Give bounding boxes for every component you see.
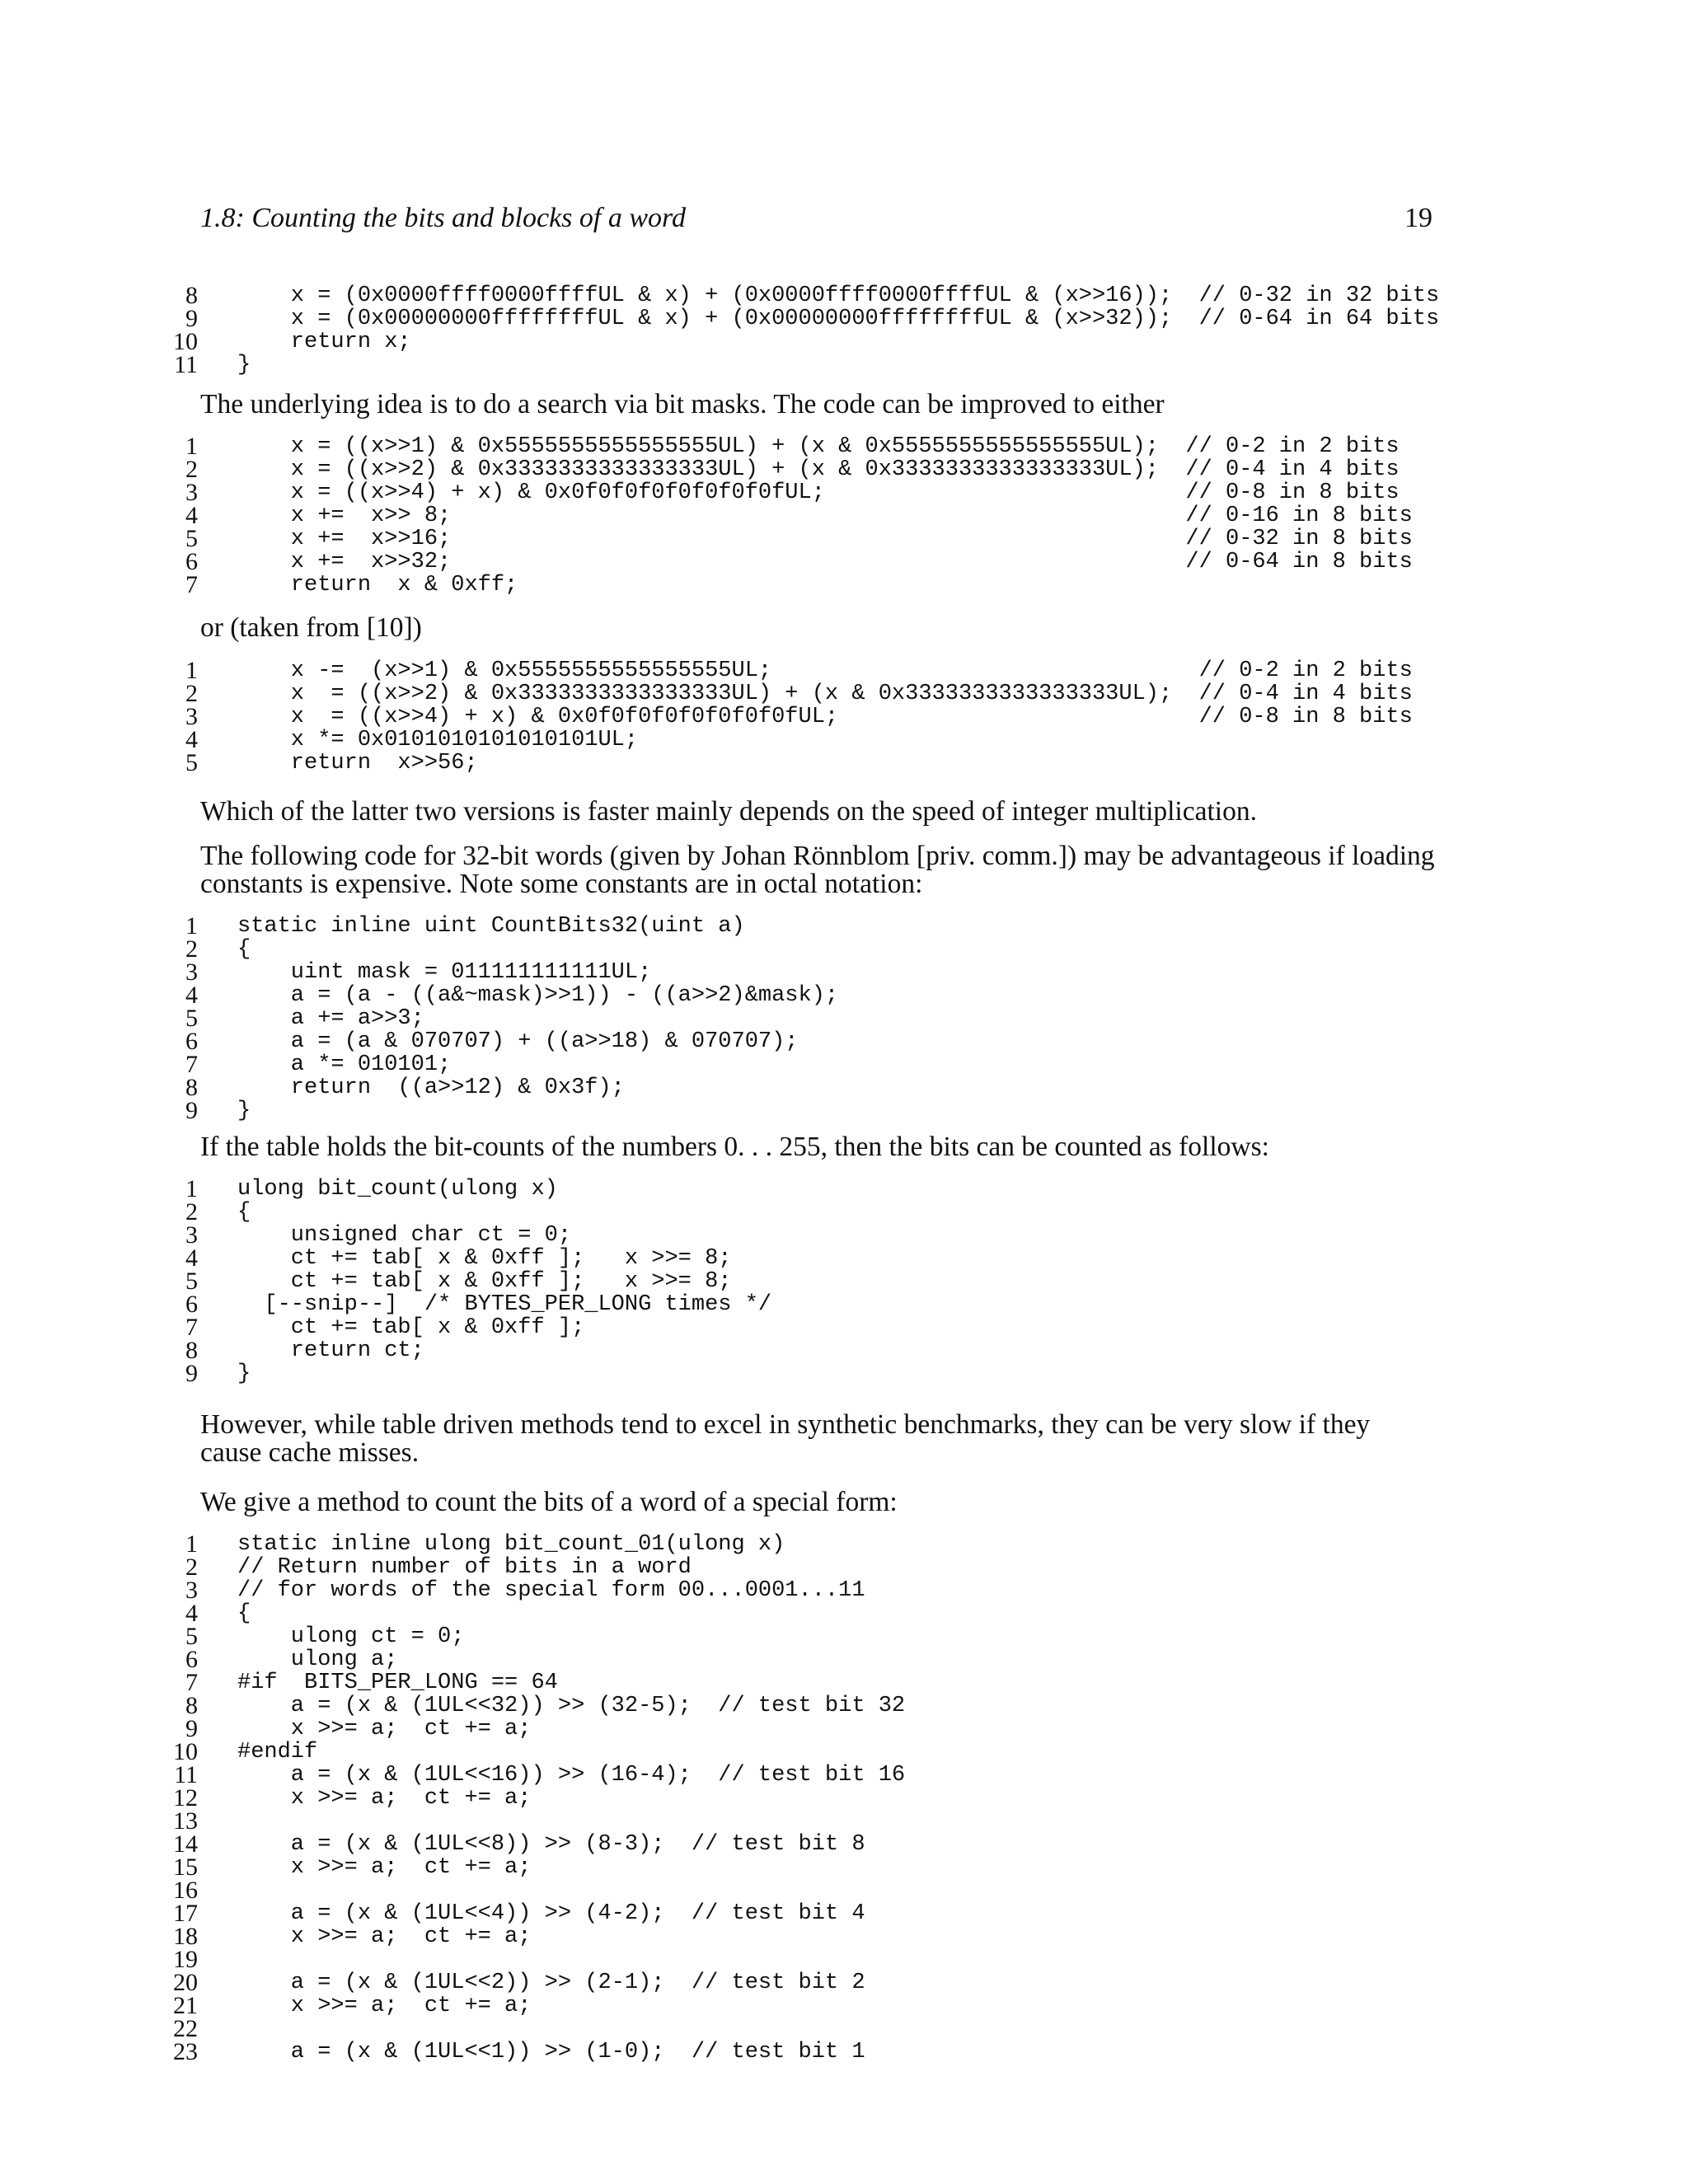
line-number: 8: [185, 1337, 198, 1364]
code-text: x += x>> 8; // 0-16 in 8 bits: [237, 504, 1413, 528]
code-line: [165, 935, 251, 963]
code-text: x += x>>16; // 0-32 in 8 bits: [237, 527, 1413, 551]
code-line: [165, 571, 518, 598]
code-text: a = (x & (1UL<<8)) >> (8-3); // test bit 8: [237, 1832, 865, 1857]
code-text: // Return number of bits in a word: [237, 1555, 692, 1580]
line-number: 4: [185, 726, 198, 753]
code-line: [165, 1221, 572, 1249]
line-number: 14: [173, 1830, 198, 1858]
code-line: [165, 456, 1400, 483]
code-line: [165, 2015, 198, 2042]
code-line: [165, 982, 839, 1009]
code-text: a = (a - ((a&~mask)>>1)) - ((a>>2)&mask);: [237, 983, 839, 1008]
line-number: 17: [173, 1900, 198, 1927]
code-line: [165, 703, 1413, 730]
code-text: x >>= a; ct += a;: [237, 1994, 532, 2018]
line-number: 19: [173, 1946, 198, 1973]
code-line: [165, 305, 1440, 332]
code-line: [165, 1923, 532, 1950]
code-text: {: [237, 937, 251, 962]
code-line: [165, 1948, 198, 1971]
code-text: #endif: [237, 1740, 318, 1765]
code-text: uint mask = 011111111111UL;: [237, 960, 652, 985]
code-text: a = (x & (1UL<<4)) >> (4-2); // test bit 4: [237, 1901, 865, 1926]
line-number: 2: [185, 456, 198, 483]
code-block-bit-count: [165, 1175, 772, 1387]
code-text: x >>= a; ct += a;: [237, 1855, 532, 1880]
code-line: [165, 1554, 692, 1581]
code-line: [165, 1692, 906, 1719]
code-line: [165, 479, 1400, 506]
line-number: 11: [174, 1761, 198, 1788]
line-number: 8: [185, 282, 198, 309]
line-number: 8: [185, 1692, 198, 1719]
code-text: static inline uint CountBits32(uint a): [237, 914, 745, 939]
line-number: 1: [185, 657, 198, 684]
line-number: 20: [173, 1969, 198, 1996]
code-line: [165, 525, 1413, 552]
code-text: x >>= a; ct += a;: [237, 1717, 532, 1741]
line-number: 18: [173, 1923, 198, 1950]
code-text: static inline ulong bit_count_01(ulong x): [237, 1532, 785, 1557]
code-text: }: [237, 353, 251, 377]
line-number: 9: [185, 305, 198, 332]
code-text: {: [237, 1601, 251, 1626]
code-line: [165, 1761, 906, 1788]
code-text: x = ((x>>4) + x) & 0x0f0f0f0f0f0f0f0fUL; // 0-8 in 8 bits: [237, 705, 1413, 729]
code-text: ulong ct = 0;: [237, 1624, 465, 1649]
line-number: 10: [173, 328, 198, 355]
code-line: [165, 1314, 585, 1341]
code-text: return x>>56;: [237, 751, 478, 776]
code-line: [165, 433, 1400, 460]
line-number: 2: [185, 1198, 198, 1226]
code-text: a = (a & 070707) + ((a>>18) & 070707);: [237, 1029, 799, 1054]
line-number: 7: [185, 1669, 198, 1696]
code-text: return ((a>>12) & 0x3f);: [237, 1076, 625, 1100]
code-text: x = (0x00000000ffffffffUL & x) + (0x00000000ffffffffUL & (x>>32)); // 0-64 in 64 bits: [237, 307, 1440, 331]
code-text: x -= (x>>1) & 0x5555555555555555UL; // 0-2 in 2 bits: [237, 658, 1413, 683]
section-title: 1.8: Counting the bits and blocks of a word: [200, 203, 687, 233]
line-number: 5: [185, 749, 198, 776]
code-text: x = ((x>>4) + x) & 0x0f0f0f0f0f0f0f0fUL; // 0-8 in 8 bits: [237, 480, 1400, 505]
line-number: 2: [185, 935, 198, 963]
code-block-1: [165, 282, 1440, 378]
code-text: a *= 010101;: [237, 1052, 452, 1077]
paragraph-table-driven-methods: However, while table driven methods tend to excel in synthetic benchmarks, they can be very slow if they cause cache misses.: [200, 1409, 1371, 1468]
code-line: [165, 1268, 732, 1295]
code-block-2: [165, 433, 1413, 598]
code-text: a = (x & (1UL<<16)) >> (16-4); // test bit 16: [237, 1763, 906, 1788]
code-text: x = ((x>>2) & 0x3333333333333333UL) + (x & 0x3333333333333333UL); // 0-4 in 4 bits: [237, 682, 1413, 706]
line-number: 9: [185, 1715, 198, 1742]
code-text: // for words of the special form 00...0001...11: [237, 1578, 865, 1603]
code-text: ct += tab[ x & 0xff ];: [237, 1315, 585, 1340]
paragraph-latter-two-versions: Which of the latter two versions is faster mainly depends on the speed of integer multiplication.: [200, 796, 1257, 827]
line-number: 3: [185, 1577, 198, 1604]
code-line: [165, 502, 1413, 529]
code-line: [165, 912, 745, 940]
code-line: [165, 282, 1440, 309]
line-number: 6: [185, 1646, 198, 1673]
code-line: [165, 1337, 424, 1364]
line-number: 11: [174, 351, 198, 378]
line-number: 4: [185, 982, 198, 1009]
code-text: ulong bit_count(ulong x): [237, 1177, 558, 1202]
code-line: [165, 1577, 865, 1604]
code-text: return x & 0xff;: [237, 573, 518, 598]
code-line: [165, 1623, 465, 1650]
line-number: 16: [173, 1877, 198, 1904]
code-line: [165, 351, 251, 378]
code-text: }: [237, 1361, 251, 1386]
line-number: 22: [173, 2015, 198, 2042]
code-line: [165, 548, 1413, 575]
code-line: [165, 1807, 198, 1835]
code-block-countbits32: [165, 912, 839, 1124]
line-number: 8: [185, 1074, 198, 1101]
line-number: 6: [185, 548, 198, 575]
line-number: 23: [173, 2038, 198, 2065]
code-line: [165, 1646, 398, 1673]
code-line: [165, 1097, 251, 1124]
code-text: unsigned char ct = 0;: [237, 1223, 572, 1248]
line-number: 3: [185, 479, 198, 506]
code-text: [--snip--] /* BYTES_PER_LONG times */: [237, 1292, 772, 1317]
line-number: 5: [185, 1268, 198, 1295]
code-text: x += x>>32; // 0-64 in 8 bits: [237, 550, 1413, 574]
code-line: [165, 1530, 785, 1558]
line-number: 6: [185, 1028, 198, 1055]
code-text: x = ((x>>2) & 0x3333333333333333UL) + (x & 0x3333333333333333UL); // 0-4 in 4 bits: [237, 457, 1400, 482]
line-number: 5: [185, 1005, 198, 1032]
code-line: [165, 1879, 198, 1902]
code-text: ct += tab[ x & 0xff ]; x >>= 8;: [237, 1269, 732, 1294]
code-line: [165, 1291, 772, 1318]
code-text: x = ((x>>1) & 0x5555555555555555UL) + (x & 0x5555555555555555UL); // 0-2 in 2 bits: [237, 434, 1400, 459]
code-line: [165, 1051, 452, 1078]
code-text: x >>= a; ct += a;: [237, 1786, 532, 1811]
line-number: 1: [185, 433, 198, 460]
code-text: #if BITS_PER_LONG == 64: [237, 1671, 558, 1695]
line-number: 9: [185, 1360, 198, 1387]
code-text: a = (x & (1UL<<2)) >> (2-1); // test bit 2: [237, 1971, 865, 1995]
line-number: 3: [185, 958, 198, 986]
line-number: 1: [185, 1175, 198, 1202]
line-number: 7: [185, 1051, 198, 1078]
line-number: 3: [185, 703, 198, 730]
code-block-bit-count-01: [165, 1530, 906, 2065]
line-number: 1: [185, 912, 198, 940]
line-number: 7: [185, 1314, 198, 1341]
line-number: 6: [185, 1291, 198, 1318]
code-line: [165, 1360, 251, 1387]
code-line: [165, 1830, 865, 1858]
line-number: 15: [173, 1854, 198, 1881]
code-line: [165, 749, 478, 776]
paragraph-taken-from: or (taken from [10]): [200, 612, 422, 643]
line-number: 12: [173, 1784, 198, 1811]
code-line: [165, 1175, 558, 1202]
code-text: x = (0x0000ffff0000ffffUL & x) + (0x0000ffff0000ffffUL & (x>>16)); // 0-32 in 32 bits: [237, 284, 1440, 308]
code-line: [165, 1600, 251, 1627]
code-line: [165, 328, 411, 355]
code-text: a += a>>3;: [237, 1006, 424, 1031]
code-text: x >>= a; ct += a;: [237, 1924, 532, 1949]
code-text: a = (x & (1UL<<32)) >> (32-5); // test bit 32: [237, 1694, 906, 1718]
line-number: 3: [185, 1221, 198, 1249]
code-line: [165, 1198, 251, 1226]
code-text: ulong a;: [237, 1647, 398, 1672]
code-line: [165, 657, 1413, 684]
paragraph-table-bit-counts: If the table holds the bit-counts of the numbers 0. . . 255, then the bits can be counted as follows:: [200, 1132, 1269, 1162]
code-line: [165, 1005, 424, 1032]
code-line: [165, 1669, 558, 1696]
code-line: [165, 726, 639, 753]
code-line: [165, 1074, 625, 1101]
line-number: 13: [173, 1807, 198, 1835]
code-line: [165, 1900, 865, 1927]
code-text: ct += tab[ x & 0xff ]; x >>= 8;: [237, 1246, 732, 1271]
line-number: 2: [185, 680, 198, 707]
code-text: {: [237, 1200, 251, 1225]
paragraph-johan-ronnblom: The following code for 32-bit words (given by Johan Rönnblom [priv. comm.]) may be advantageous if loading constants is expensive. Note some constants are in octal notation:: [200, 841, 1435, 899]
code-text: return ct;: [237, 1338, 424, 1363]
line-number: 21: [173, 1992, 198, 2019]
code-line: [165, 680, 1413, 707]
line-number: 1: [185, 1530, 198, 1558]
line-number: 7: [185, 571, 198, 598]
paragraph-special-form: We give a method to count the bits of a word of a special form:: [200, 1487, 898, 1517]
code-line: [165, 1738, 318, 1765]
page-number: 19: [1404, 203, 1432, 233]
code-line: [165, 1244, 732, 1272]
line-number: 4: [185, 502, 198, 529]
code-line: [165, 1784, 532, 1811]
line-number: 4: [185, 1600, 198, 1627]
line-number: 2: [185, 1554, 198, 1581]
line-number: 4: [185, 1244, 198, 1272]
code-text: return x;: [237, 330, 411, 354]
line-number: 9: [185, 1097, 198, 1124]
code-line: [165, 2038, 865, 2065]
line-number: 5: [185, 525, 198, 552]
code-line: [165, 1969, 865, 1996]
code-line: [165, 1854, 532, 1881]
code-line: [165, 1715, 532, 1742]
code-text: x *= 0x0101010101010101UL;: [237, 728, 639, 752]
code-line: [165, 1992, 532, 2019]
code-block-3: [165, 657, 1413, 776]
line-number: 5: [185, 1623, 198, 1650]
page-header: [200, 203, 1432, 244]
line-number: 10: [173, 1738, 198, 1765]
code-text: }: [237, 1099, 251, 1123]
code-text: a = (x & (1UL<<1)) >> (1-0); // test bit 1: [237, 2040, 865, 2064]
code-line: [165, 958, 652, 986]
paragraph-search-via-masks: The underlying idea is to do a search via bit masks. The code can be improved to either: [200, 389, 1165, 419]
code-line: [165, 1028, 799, 1055]
